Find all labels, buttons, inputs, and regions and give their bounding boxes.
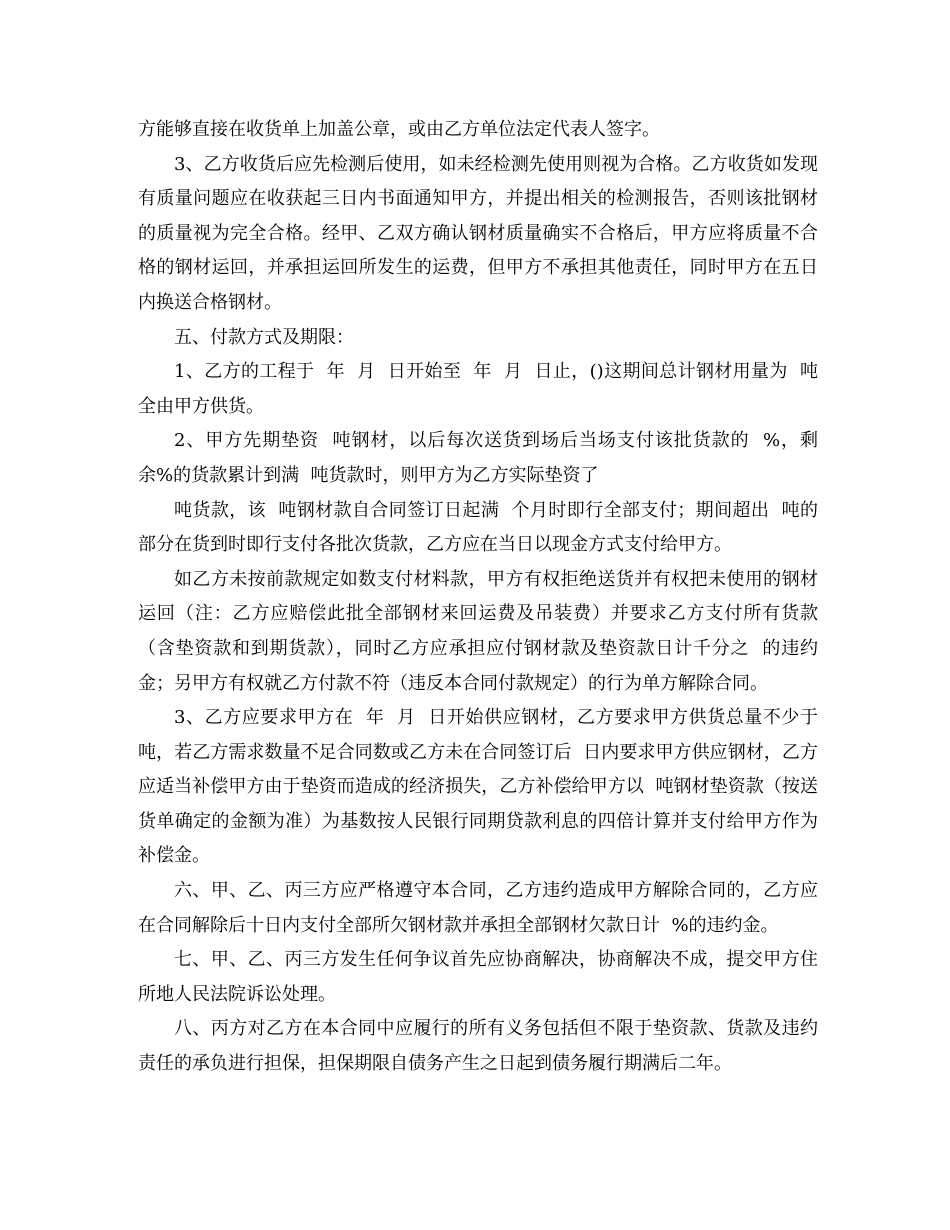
document-body <box>138 113 818 1082</box>
section-8-guarantee: 八、丙方对乙方在本合同中应履行的所有义务包括但不限于垫资款、货款及违约责任的承负进行担保，担保期限自债务产生之日起到债务履行期满后二年。 <box>138 1018 818 1075</box>
section-heading-payment: 五、付款方式及期限： <box>174 326 354 348</box>
paragraph-clause-3-inspection: 3、乙方收货后应先检测后使用，如未经检测先使用则视为合格。乙方收货如发现有质量问题应在收获起三日内书面通知甲方，并提出相关的检测报告，否则该批钢材的质量视为完全合格。经甲、乙双方确认钢材质量确实不合格后，甲方应将质量不合格的钢材运回，并承担运回所发生的运费，但甲方不承担其他责任，同时甲方在五日内换送合格钢材。 <box>138 153 818 313</box>
section-7-disputes: 七、甲、乙、丙三方发生任何争议首先应协商解决，协商解决不成，提交甲方住所地人民法院诉讼处理。 <box>138 949 818 1005</box>
paragraph-advance-continued: 吨货款，该 吨钢材款自合同签订日起满 个月时即行全部支付；期间超出 吨的部分在货到时即行支付各批次货款，乙方应在当日以现金方式支付给甲方。 <box>138 499 818 556</box>
paragraph-clause-2-advance: 2、甲方先期垫资 吨钢材，以后每次送货到场后当场支付该批货款的 %，剩余%的货款累计到满 吨货款时，则甲方为乙方实际垫资了 <box>138 430 818 486</box>
paragraph-nonpayment: 如乙方未按前款规定如数支付材料款，甲方有权拒绝送货并有权把未使用的钢材运回（注：乙方应赔偿此批全部钢材来回运费及吊装费）并要求乙方支付所有货款（含垫资款和到期货款），同时乙方应承担应付钢材款及垫资款日计千分之 的违约金；另甲方有权就乙方付款不符（违反本合同付款规定）的行为单方解除合同。 <box>138 568 818 694</box>
paragraph-clause-3-supply: 3、乙方应要求甲方在 年 月 日开始供应钢材，乙方要求甲方供货总量不少于吨，若乙方需求数量不足合同数或乙方未在合同签订后 日内要求甲方供应钢材，乙方应适当补偿甲方由于垫资而造成的经济损失，乙方补偿给甲方以 吨钢材垫资款（按送货单确定的金额为准）为基数按人民银行同期贷款利息的四倍计算并支付给甲方作为补偿金。 <box>138 707 818 867</box>
section-6-compliance: 六、甲、乙、丙三方应严格遵守本合同，乙方违约造成甲方解除合同的，乙方应在合同解除后十日内支付全部所欠钢材款并承担全部钢材欠款日计 %的违约金。 <box>138 880 818 936</box>
paragraph-clause-1-period: 1、乙方的工程于 年 月 日开始至 年 月 日止，()这期间总计钢材用量为 吨全由甲方供货。 <box>138 361 818 417</box>
paragraph-continuation: 方能够直接在收货单上加盖公章，或由乙方单位法定代表人签字。 <box>138 119 660 140</box>
